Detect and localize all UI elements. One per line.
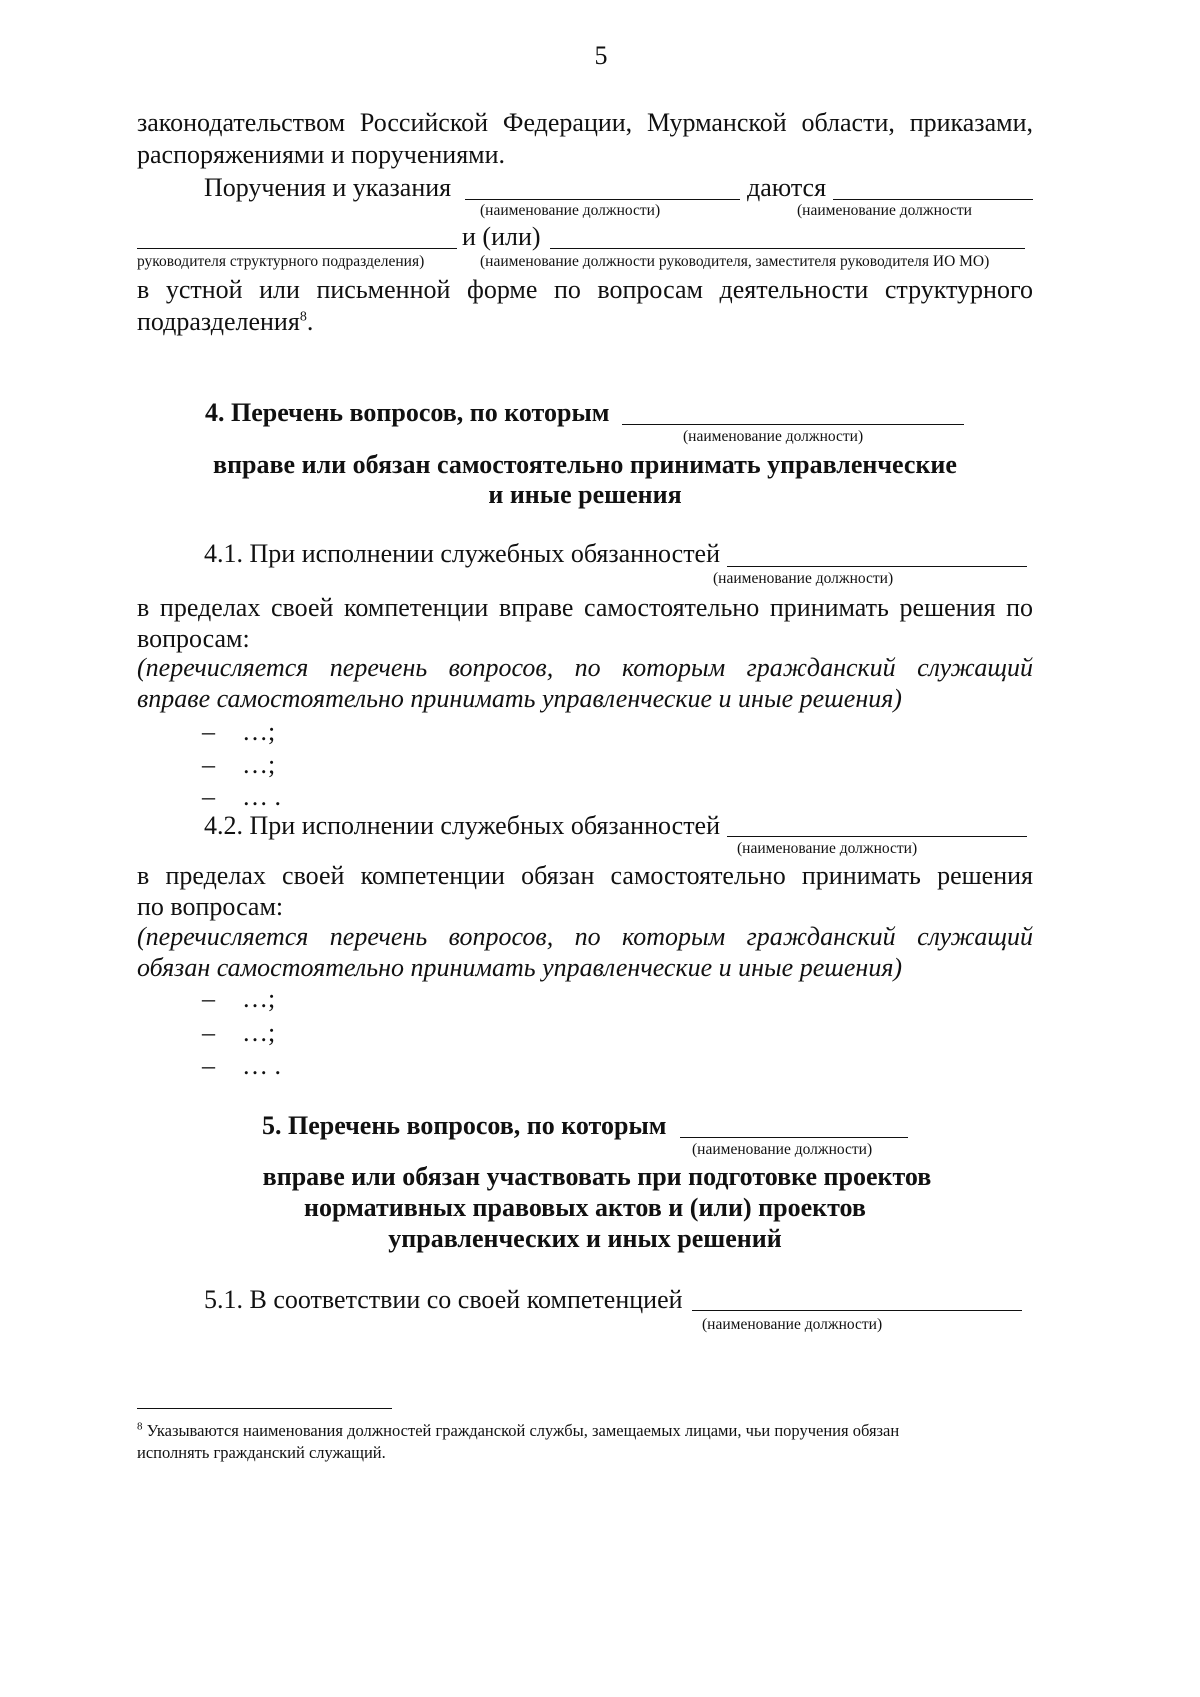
field-hint: (наименование должности) — [737, 840, 918, 857]
field-hint: руководителя структурного подразделения) — [137, 253, 425, 270]
section-heading: управленческих и иных решений — [388, 1224, 782, 1253]
paragraph-text: . — [306, 307, 314, 336]
bullet-dash: – — [202, 782, 215, 811]
field-hint: (наименование должности) — [713, 570, 894, 587]
blank-line — [692, 1310, 1022, 1311]
bullet-dash: – — [202, 717, 215, 746]
blank-line — [680, 1137, 908, 1138]
paragraph-line: в устной или письменной форме по вопросам деятельности структурного — [137, 275, 1033, 304]
paragraph-text: подразделения — [137, 307, 300, 336]
paragraph-line: в пределах своей компетенции обязан самостоятельно принимать решения — [137, 861, 1033, 890]
field-hint: (наименование должности руководителя, заместителя руководителя ИО МО) — [480, 253, 990, 270]
list-item-text: … . — [242, 782, 281, 811]
blank-line — [833, 199, 1033, 200]
list-item — [202, 749, 276, 781]
bullet-dash: – — [202, 1018, 215, 1047]
list-item — [202, 781, 281, 813]
italic-note: (перечисляется перечень вопросов, по которым гражданский служащий — [137, 653, 1033, 682]
paragraph-line: законодательством Российской Федерации, Мурманской области, приказами, — [137, 108, 1033, 137]
paragraph-text: Поручения и указания — [204, 173, 452, 202]
field-hint: (наименование должности) — [702, 1316, 883, 1333]
blank-line — [727, 566, 1027, 567]
bullet-dash: – — [202, 984, 215, 1013]
footnote-text: исполнять гражданский служащий. — [137, 1443, 386, 1462]
blank-line — [465, 199, 740, 200]
italic-note: вправе самостоятельно принимать управленческие и иные решения) — [137, 684, 902, 713]
paragraph-text: и (или) — [462, 222, 541, 251]
paragraph-text: даются — [747, 173, 827, 202]
item-lead: 5.1. В соответствии со своей компетенцией — [204, 1285, 683, 1314]
list-item — [202, 983, 276, 1015]
section-heading: нормативных правовых актов и (или) проектов — [304, 1193, 866, 1222]
list-item-text: … . — [242, 1051, 281, 1080]
field-hint: (наименование должности) — [692, 1141, 873, 1158]
blank-line — [622, 424, 964, 425]
footnote — [137, 1420, 899, 1442]
list-item — [202, 1050, 281, 1082]
section-heading: вправе или обязан участвовать при подготовке проектов — [262, 1162, 932, 1191]
page-number: 5 — [594, 41, 608, 70]
list-item-text: …; — [242, 717, 276, 746]
list-item — [202, 1017, 276, 1049]
italic-note: (перечисляется перечень вопросов, по которым гражданский служащий — [137, 922, 1033, 951]
paragraph-line: в пределах своей компетенции вправе самостоятельно принимать решения по — [137, 593, 1033, 622]
footnote-reference: 8 — [299, 309, 307, 325]
field-hint: (наименование должности) — [683, 428, 864, 445]
blank-line — [137, 248, 457, 249]
item-lead: 4.2. При исполнении служебных обязанностей — [204, 811, 721, 840]
bullet-dash: – — [202, 750, 215, 779]
section-heading: вправе или обязан самостоятельно принимать управленческие — [213, 450, 957, 479]
item-lead: 4.1. При исполнении служебных обязанностей — [204, 539, 721, 568]
section-heading: 4. Перечень вопросов, по которым — [205, 398, 610, 427]
italic-note: обязан самостоятельно принимать управленческие и иные решения) — [137, 953, 903, 982]
paragraph-line: вопросам: — [137, 624, 250, 653]
footnote-number: 8 — [137, 1420, 143, 1433]
field-hint: (наименование должности — [797, 202, 972, 219]
list-item-text: …; — [242, 984, 276, 1013]
list-item-text: …; — [242, 1018, 276, 1047]
paragraph-line: распоряжениями и поручениями. — [137, 140, 506, 169]
footnote-separator — [137, 1408, 392, 1409]
paragraph-line: по вопросам: — [137, 892, 284, 921]
field-hint: (наименование должности) — [480, 202, 661, 219]
bullet-dash: – — [202, 1051, 215, 1080]
list-item — [202, 716, 276, 748]
footnote-text: Указываются наименования должностей гражданской службы, замещаемых лицами, чьи поручения обязан — [146, 1421, 900, 1440]
list-item-text: …; — [242, 750, 276, 779]
blank-line — [727, 836, 1027, 837]
paragraph-line — [137, 306, 313, 338]
section-heading: и иные решения — [488, 480, 682, 509]
section-heading: 5. Перечень вопросов, по которым — [262, 1111, 667, 1140]
blank-line — [550, 248, 1025, 249]
